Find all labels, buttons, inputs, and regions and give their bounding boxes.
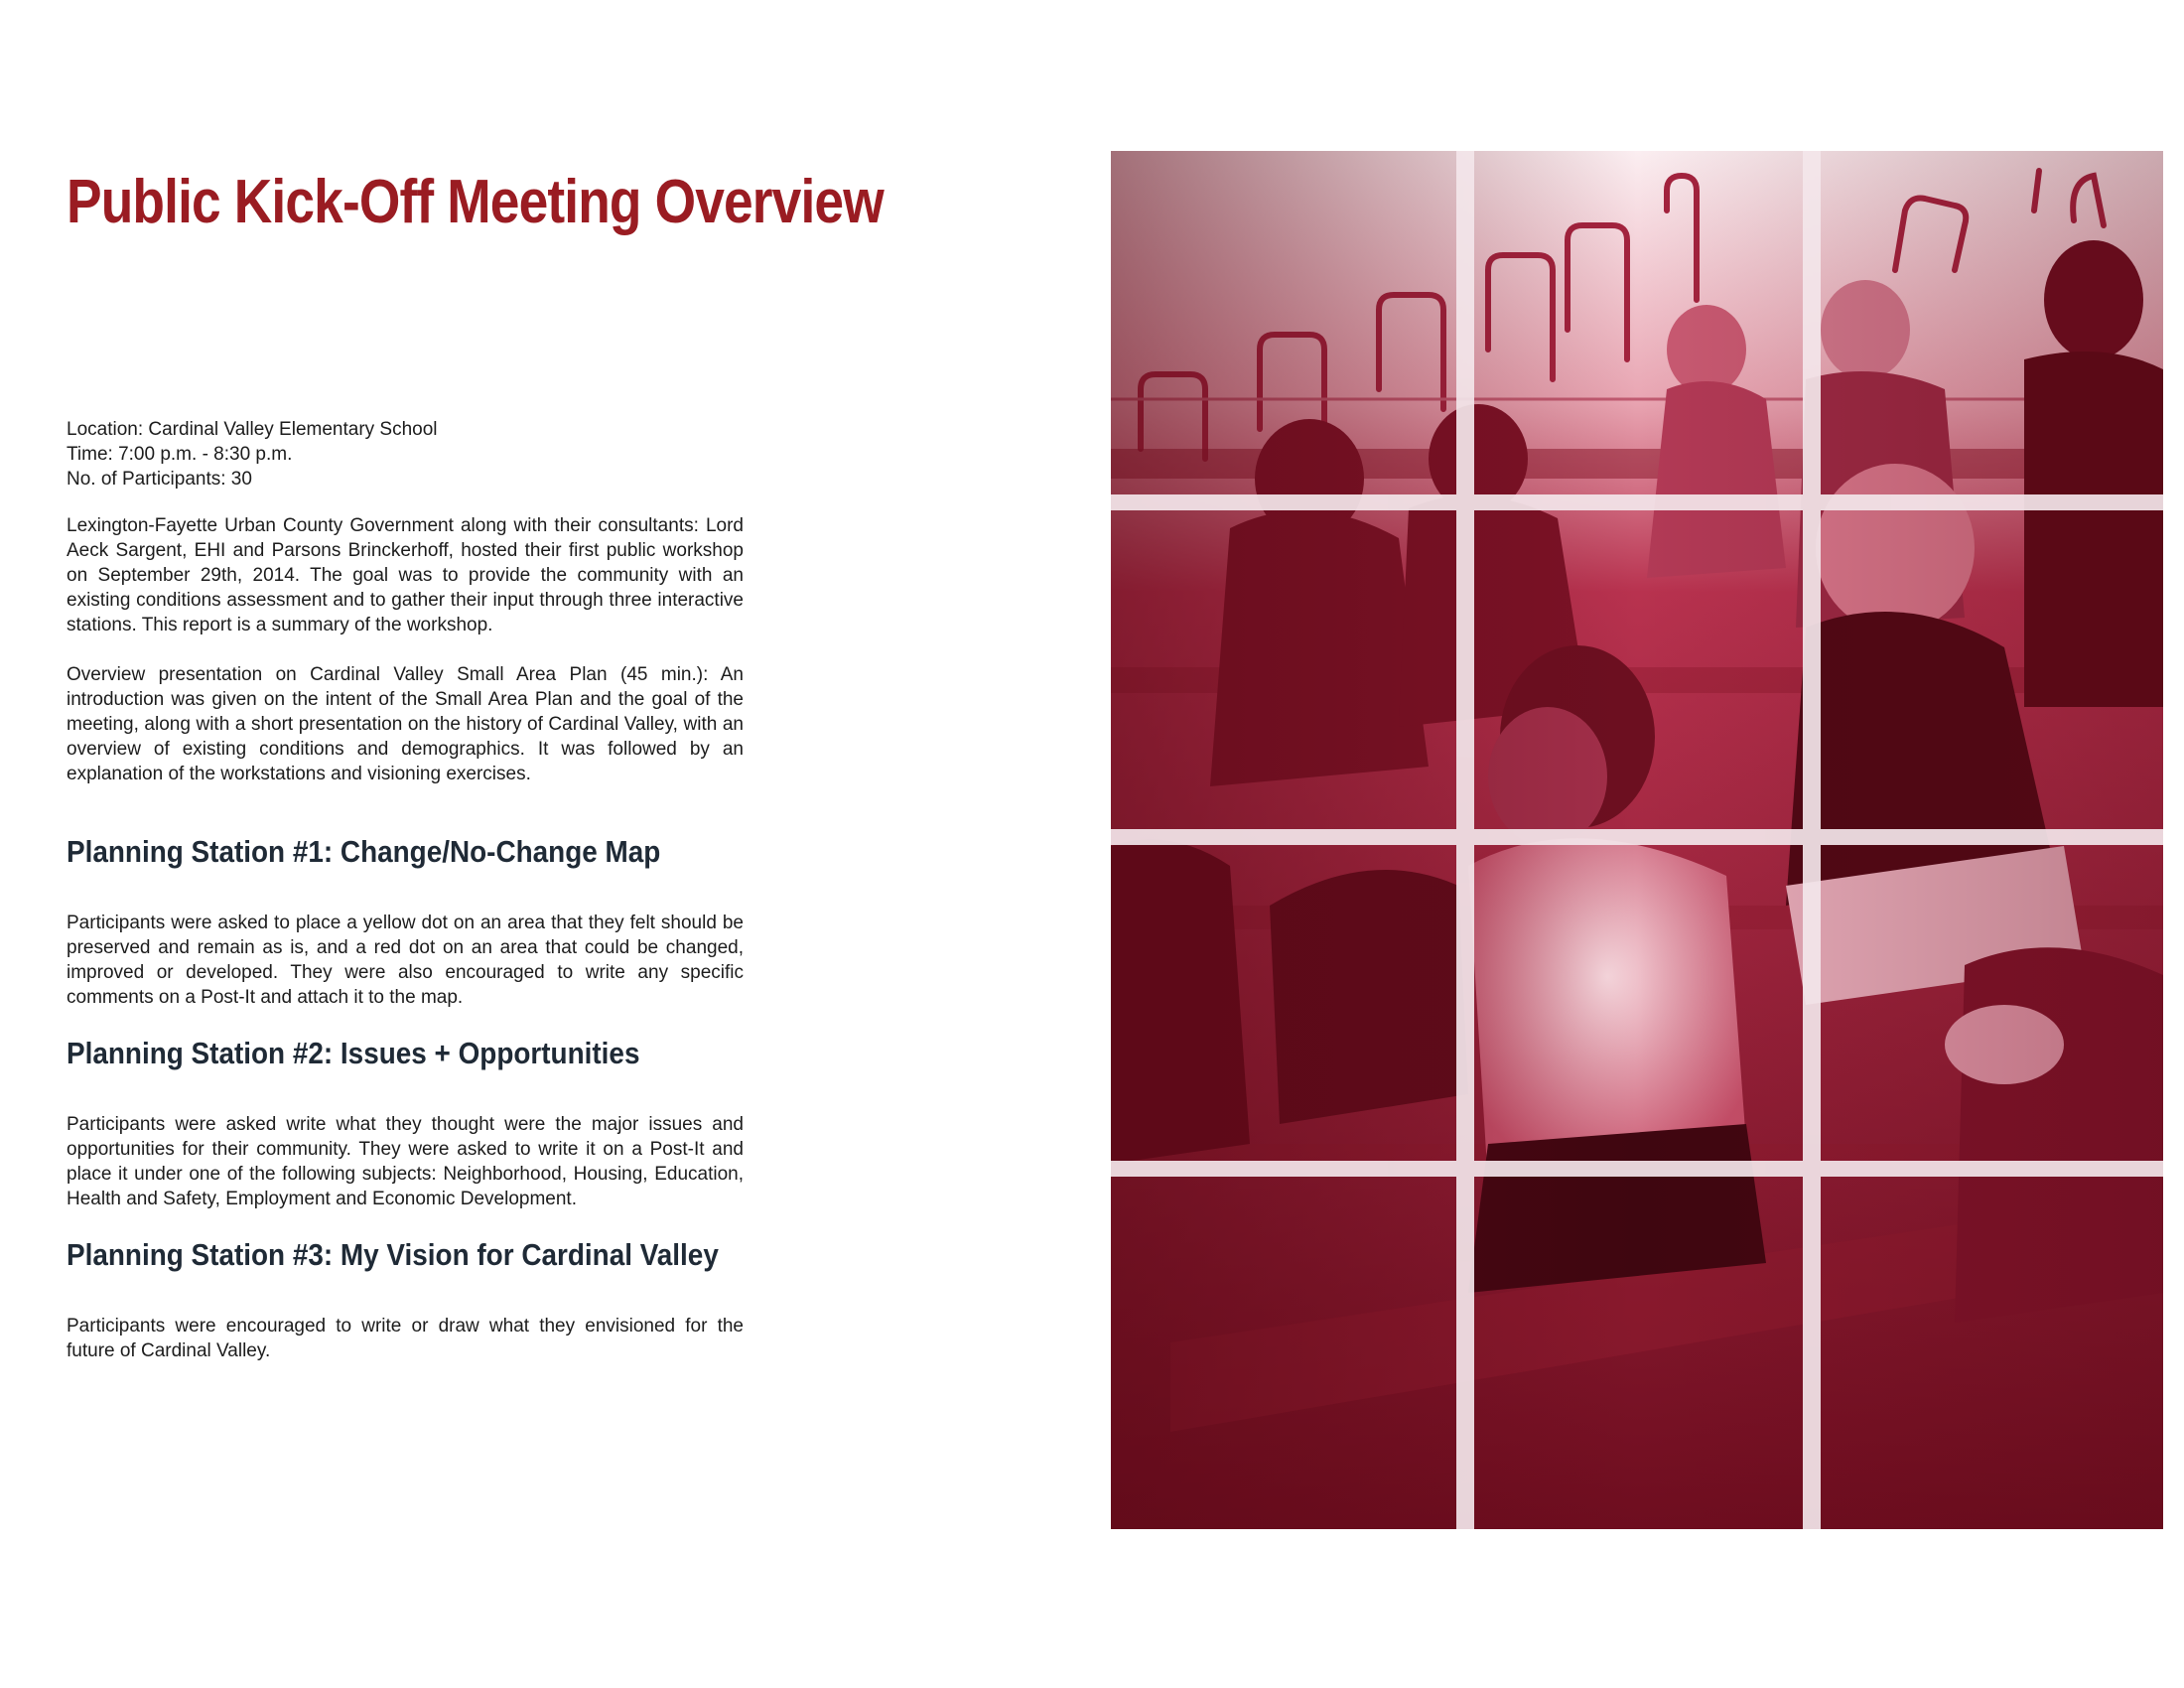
station-3-text: Participants were encouraged to write or draw what they envisioned for the future of Cardinal Valley. — [67, 1316, 744, 1361]
intro-paragraph: Lexington-Fayette Urban County Government along with their consultants: Lord Aeck Sargent, EHI and Parsons Brinckerhoff, hosted their first public workshop on September 29th, 2014. The goal was to provide the community with an existing conditions assessment and to gather their input through three interactive stations. This report is a summary of the workshop. — [67, 515, 744, 635]
meta-participants: No. of Participants: 30 — [67, 469, 252, 490]
meeting-photo-illustration — [1111, 151, 2163, 1529]
overview-paragraph: Overview presentation on Cardinal Valley Small Area Plan (45 min.): An introduction was given on the intent of the Small Area Plan and the goal of the meeting, along with a short presentation on the history of Cardinal Valley, with an overview of existing conditions and demographics. It was followed by an explanation of the workstations and visioning exercises. — [67, 664, 744, 784]
meta-location: Location: Cardinal Valley Elementary School — [67, 419, 438, 440]
text-column — [67, 417, 744, 1363]
station-2-text: Participants were asked write what they thought were the major issues and opportunities for their community. They were asked to write it on a Post-It and place it under one of the following subjects: Neighborhood, Housing, Education, Health and Safety, Employment and Economic Development. — [67, 1114, 744, 1209]
meeting-photo — [1111, 151, 2163, 1529]
station-1-heading: Planning Station #1: Change/No-Change Map — [67, 834, 661, 869]
meta-time: Time: 7:00 p.m. - 8:30 p.m. — [67, 444, 293, 465]
page-title: Public Kick-Off Meeting Overview — [67, 168, 884, 236]
station-3-heading: Planning Station #3: My Vision for Cardinal Valley — [67, 1237, 719, 1272]
station-1-text: Participants were asked to place a yellow dot on an area that they felt should be preserved and remain as is, and a red dot on an area that could be changed, improved or developed. They were also encouraged to write any specific comments on a Post-It and attach it to the map. — [67, 913, 744, 1008]
station-2-heading: Planning Station #2: Issues + Opportunities — [67, 1036, 640, 1070]
